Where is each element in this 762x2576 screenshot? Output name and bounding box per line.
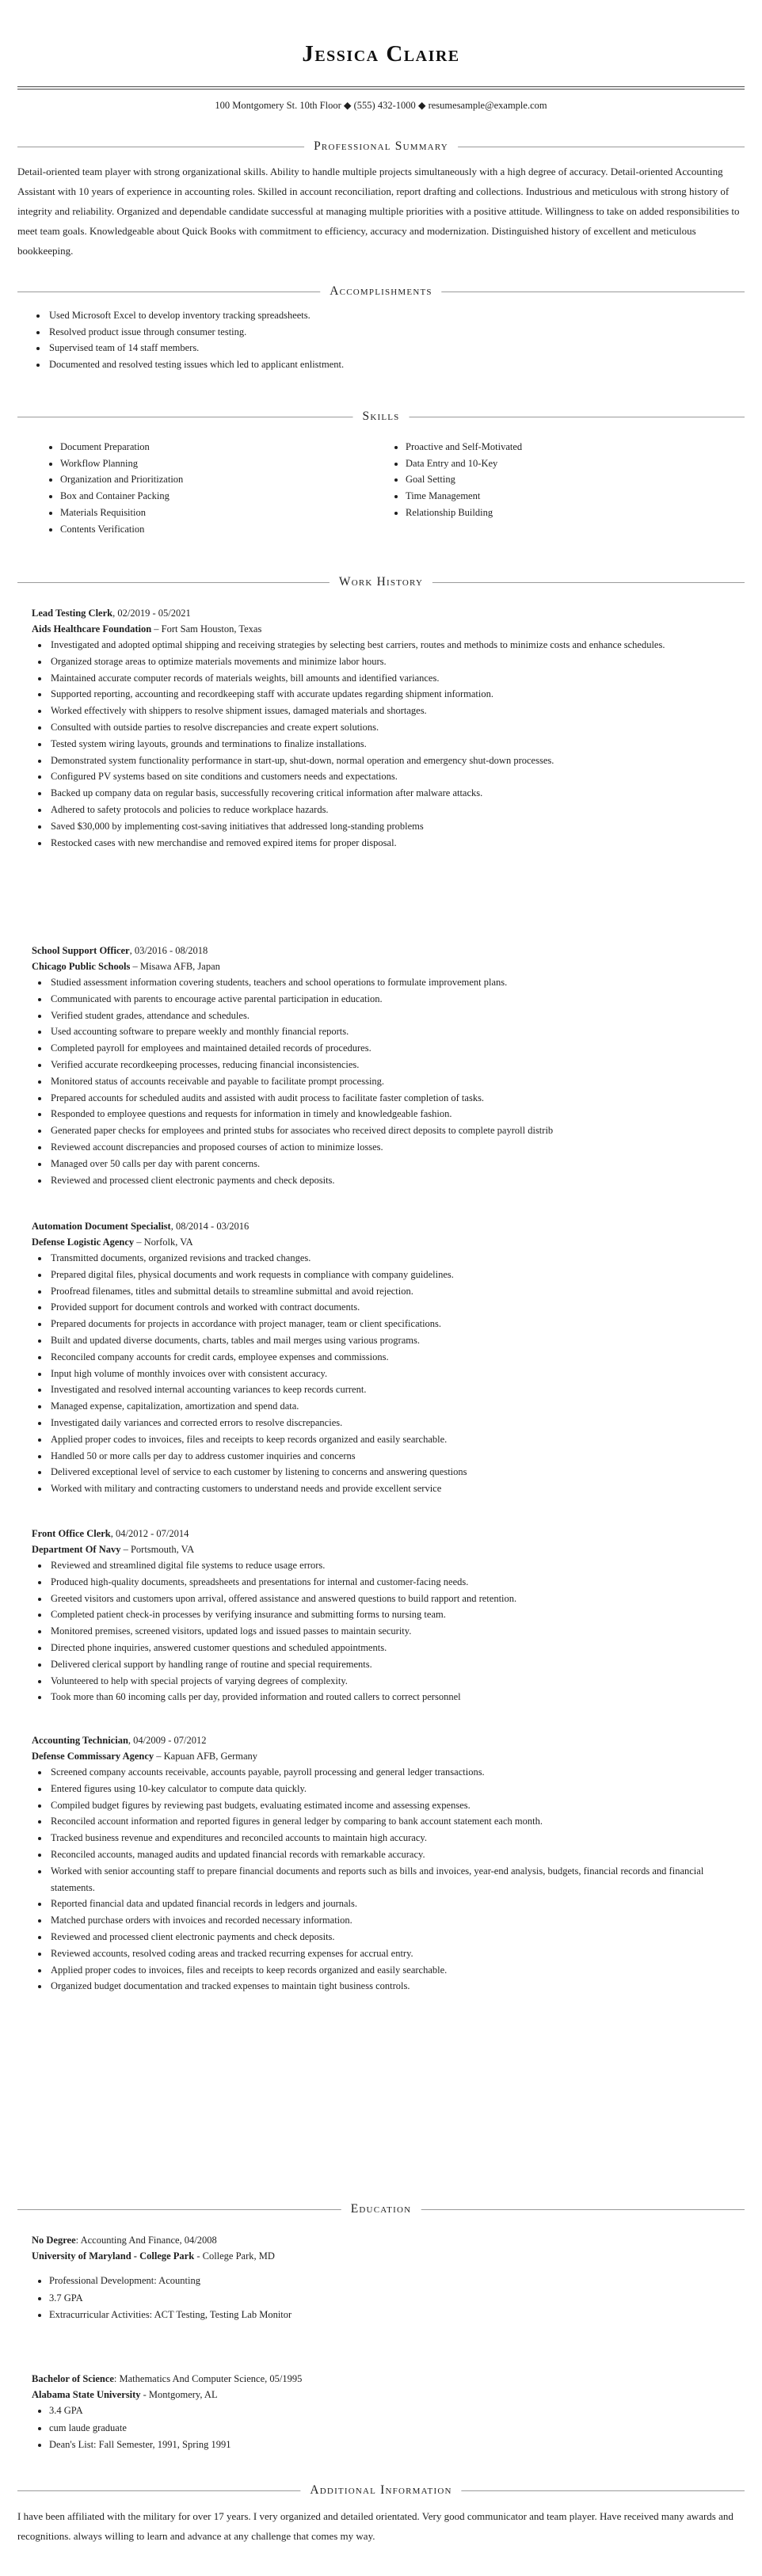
accomplishments-list bbox=[32, 307, 745, 372]
summary-section-heading bbox=[17, 140, 745, 153]
summary-text: Detail-oriented team player with strong organizational skills. Ability to handle multiple projects simultaneously with a high degree of accuracy. Detail-oriented Accounting Assistant with 10 years of experience in accounting roles. Skilled in account reconciliation, report drafting and collections. Industrious and meticulous with strong history of integrity and reliability. Organized and dependable candidate successful at managing multiple priorities with a positive attitude. Willingness to take on added responsibilities to meet team goals. Knowledgeable about Quick Books with commitment to efficiency, accuracy and modernization. Distinguished history of excellent and meticulous bookkeeping. bbox=[17, 166, 740, 257]
job-location: – Portsmouth, VA bbox=[120, 1544, 195, 1555]
list-item: • Communicated with parents to encourage active parental participation in education. bbox=[49, 991, 745, 1008]
list-item: • Transmitted documents, organized revisions and tracked changes. bbox=[49, 1250, 745, 1267]
list-item: • Worked effectively with shippers to resolve shipment issues, damaged materials and shortages. bbox=[49, 703, 745, 719]
degree-field: : Accounting And Finance, 04/2008 bbox=[75, 2235, 217, 2246]
list-item: • Delivered exceptional level of service to each customer by listening to concerns and answering questions bbox=[49, 1464, 745, 1480]
list-item: • Matched purchase orders with invoices and recorded necessary information. bbox=[49, 1912, 745, 1929]
job-bullets bbox=[32, 1764, 745, 1995]
list-item: • Backed up company data on regular basis, successfully recovering critical information after malware attacks. bbox=[49, 785, 745, 802]
list-item: • Verified student grades, attendance and schedules. bbox=[49, 1008, 745, 1024]
job-employer: Chicago Public Schools bbox=[32, 961, 131, 972]
list-item: • Adhered to safety protocols and policies to reduce workplace hazards. bbox=[49, 802, 745, 818]
list-item: • Completed payroll for employees and maintained detailed records of procedures. bbox=[49, 1040, 745, 1057]
skill-item: • Time Management bbox=[406, 488, 738, 505]
list-item: • Organized budget documentation and tracked expenses to maintain tight business controls. bbox=[49, 1978, 745, 1995]
list-item: • Handled 50 or more calls per day to address customer inquiries and concerns bbox=[49, 1448, 745, 1465]
job-entry bbox=[32, 1218, 745, 1497]
job-entry bbox=[32, 1732, 745, 1995]
list-item: • Delivered clerical support by handling range of routine and special requirements. bbox=[49, 1656, 745, 1673]
list-item: • Monitored status of accounts receivable and payable to facilitate prompt processing. bbox=[49, 1073, 745, 1090]
job-location: – Fort Sam Houston, Texas bbox=[151, 623, 262, 634]
job-employer: Aids Healthcare Foundation bbox=[32, 623, 152, 634]
list-item: • Configured PV systems based on site conditions and customers needs and expectations. bbox=[49, 768, 745, 785]
skill-item: • Proactive and Self-Motivated bbox=[406, 439, 738, 455]
list-item: • 3.4 GPA bbox=[49, 2403, 745, 2420]
list-item: • Maintained accurate computer records of materials weights, bill amounts and identified variances. bbox=[49, 670, 745, 687]
work-history-title: Work History bbox=[330, 576, 432, 589]
job-title-line bbox=[32, 1218, 745, 1234]
list-item: • Reviewed and processed client electronic payments and check deposits. bbox=[49, 1172, 745, 1189]
job-dates: , 02/2019 - 05/2021 bbox=[112, 608, 191, 619]
job-title: Accounting Technician bbox=[32, 1735, 128, 1746]
degree-line bbox=[32, 2232, 745, 2248]
list-item: • 3.7 GPA bbox=[49, 2290, 745, 2307]
job-title-line bbox=[32, 1732, 745, 1748]
skill-item: • Data Entry and 10-Key bbox=[406, 455, 738, 472]
list-item: • Reconciled company accounts for credit cards, employee expenses and commissions. bbox=[49, 1349, 745, 1366]
job-title: Front Office Clerk bbox=[32, 1528, 111, 1539]
school-name: University of Maryland - College Park bbox=[32, 2250, 195, 2262]
additional-info-section-heading bbox=[17, 2484, 745, 2497]
job-employer-line bbox=[32, 621, 745, 637]
list-item: • Investigated and adopted optimal shipping and receiving strategies by selecting best carriers, routes and methods to minimize costs and enhance schedules. bbox=[49, 637, 745, 654]
list-item: • Tested system wiring layouts, grounds and terminations to finalize installations. bbox=[49, 736, 745, 753]
list-item: • Studied assessment information covering students, teachers and school operations to formulate improvement plans. bbox=[49, 974, 745, 991]
contact-info: 100 Montgomery St. 10th Floor ◆ (555) 432-1000 ◆ resumesample@example.com bbox=[215, 100, 547, 111]
job-location: – Kapuan AFB, Germany bbox=[154, 1751, 258, 1762]
education-bullets bbox=[32, 2403, 745, 2454]
list-item: • Extracurricular Activities: ACT Testing, Testing Lab Monitor bbox=[49, 2307, 745, 2324]
education-bullets bbox=[32, 2273, 745, 2324]
list-item: • Organized storage areas to optimize materials movements and minimize labor hours. bbox=[49, 654, 745, 670]
skill-item: • Materials Requisition bbox=[60, 505, 377, 521]
skill-item: • Box and Container Packing bbox=[60, 488, 377, 505]
list-item: • Reviewed accounts, resolved coding areas and tracked recurring expenses for accrual entry. bbox=[49, 1945, 745, 1962]
school-line bbox=[32, 2248, 745, 2264]
list-item: • Prepared documents for projects in accordance with project manager, team or client specifications. bbox=[49, 1316, 745, 1332]
job-dates: , 03/2016 - 08/2018 bbox=[129, 945, 208, 956]
list-item: • Reconciled accounts, managed audits and updated financial records with remarkable accuracy. bbox=[49, 1846, 745, 1863]
job-employer: Department Of Navy bbox=[32, 1544, 121, 1555]
list-item: • Consulted with outside parties to resolve discrepancies and create expert solutions. bbox=[49, 719, 745, 736]
list-item: • Generated paper checks for employees and printed stubs for associates who received direct deposits to complete payroll distrib bbox=[49, 1122, 745, 1139]
list-item: • Documented and resolved testing issues which led to applicant enlistment. bbox=[48, 356, 745, 373]
list-item: • Supported reporting, accounting and recordkeeping staff with accurate updates regarding shipment information. bbox=[49, 686, 745, 703]
job-bullets bbox=[32, 1557, 745, 1705]
list-item: • Managed expense, capitalization, amortization and spend data. bbox=[49, 1398, 745, 1415]
job-title-line bbox=[32, 605, 745, 621]
education-entry bbox=[32, 2232, 745, 2324]
list-item: • Directed phone inquiries, answered customer questions and scheduled appointments. bbox=[49, 1640, 745, 1656]
list-item: • Responded to employee questions and requests for information in timely and knowledgeable fashion. bbox=[49, 1106, 745, 1122]
job-employer: Defense Commissary Agency bbox=[32, 1751, 154, 1762]
list-item: • Used accounting software to prepare weekly and monthly financial reports. bbox=[49, 1023, 745, 1040]
education-entry bbox=[32, 2371, 745, 2454]
list-item: • Greeted visitors and customers upon arrival, offered assistance and answered questions to build rapport and retention. bbox=[49, 1591, 745, 1607]
job-bullets bbox=[32, 1250, 745, 1497]
list-item: • Dean's List: Fall Semester, 1991, Spring 1991 bbox=[49, 2437, 745, 2454]
list-item: • Verified accurate recordkeeping processes, reducing financial inconsistencies. bbox=[49, 1057, 745, 1073]
list-item: • Reviewed and processed client electronic payments and check deposits. bbox=[49, 1929, 745, 1945]
list-item: • Tracked business revenue and expenditures and reconciled accounts to maintain high accuracy. bbox=[49, 1830, 745, 1846]
school-name: Alabama State University bbox=[32, 2389, 141, 2400]
degree-line bbox=[32, 2371, 745, 2387]
job-bullets bbox=[32, 974, 745, 1188]
job-employer-line bbox=[32, 1541, 745, 1557]
list-item: • Took more than 60 incoming calls per day, provided information and routed callers to correct personnel bbox=[49, 1689, 745, 1705]
skill-item: • Contents Verification bbox=[60, 521, 377, 538]
list-item: • Investigated daily variances and corrected errors to resolve discrepancies. bbox=[49, 1415, 745, 1431]
candidate-name: Jessica Claire bbox=[302, 41, 460, 67]
list-item: • Applied proper codes to invoices, files and receipts to keep records organized and easily searchable. bbox=[49, 1431, 745, 1448]
job-entry bbox=[32, 943, 745, 1188]
job-employer: Defense Logistic Agency bbox=[32, 1237, 135, 1248]
list-item: • Produced high-quality documents, spreadsheets and presentations for internal and customer-facing needs. bbox=[49, 1574, 745, 1591]
additional-info-title: Additional Information bbox=[300, 2484, 461, 2497]
list-item: • Input high volume of monthly invoices over with consistent accuracy. bbox=[49, 1366, 745, 1382]
list-item: • cum laude graduate bbox=[49, 2420, 745, 2437]
list-item: • Applied proper codes to invoices, files and receipts to keep records organized and easily searchable. bbox=[49, 1962, 745, 1979]
summary-title: Professional Summary bbox=[304, 140, 458, 153]
list-item: • Screened company accounts receivable, accounts payable, payroll processing and general ledger transactions. bbox=[49, 1764, 745, 1781]
list-item: • Built and updated diverse documents, charts, tables and mail merges using various programs. bbox=[49, 1332, 745, 1349]
skill-item: • Workflow Planning bbox=[60, 455, 377, 472]
accomplishments-section-heading bbox=[17, 285, 745, 298]
school-line bbox=[32, 2387, 745, 2403]
header-divider bbox=[17, 86, 745, 90]
skill-item: • Relationship Building bbox=[406, 505, 738, 521]
skill-item: • Organization and Prioritization bbox=[60, 471, 377, 488]
list-item: • Entered figures using 10-key calculator to compute data quickly. bbox=[49, 1781, 745, 1797]
job-entry bbox=[32, 1526, 745, 1705]
list-item: • Investigated and resolved internal accounting variances to keep records current. bbox=[49, 1381, 745, 1398]
job-title: Automation Document Specialist bbox=[32, 1221, 171, 1232]
skill-item: • Document Preparation bbox=[60, 439, 377, 455]
list-item: • Reviewed account discrepancies and proposed courses of action to minimize losses. bbox=[49, 1139, 745, 1156]
list-item: • Professional Development: Acounting bbox=[49, 2273, 745, 2290]
job-title: Lead Testing Clerk bbox=[32, 608, 113, 619]
school-location: - College Park, MD bbox=[194, 2250, 275, 2262]
accomplishments-title: Accomplishments bbox=[320, 285, 441, 298]
list-item: • Worked with senior accounting staff to prepare financial documents and reports such as bills and invoices, year-end analysis, budgets, financial records and financial statements. bbox=[49, 1863, 745, 1896]
job-dates: , 04/2012 - 07/2014 bbox=[110, 1528, 189, 1539]
list-item: • Resolved product issue through consumer testing. bbox=[48, 324, 745, 341]
list-item: • Completed patient check-in processes by verifying insurance and submitting forms to nursing team. bbox=[49, 1606, 745, 1623]
degree-field: : Mathematics And Computer Science, 05/1995 bbox=[113, 2373, 303, 2384]
list-item: • Proofread filenames, titles and submittal details to streamline submittal and avoid rejection. bbox=[49, 1283, 745, 1300]
list-item: • Reported financial data and updated financial records in ledgers and journals. bbox=[49, 1896, 745, 1912]
work-history-section-heading bbox=[17, 576, 745, 589]
job-dates: , 04/2009 - 07/2012 bbox=[128, 1735, 207, 1746]
additional-info-text: I have been affiliated with the military for over 17 years. I very organized and detailed orientated. Very good communicator and team player. Have received many awards and recognitions. always willing to learn and advance at any challenge that comes my way. bbox=[17, 2510, 733, 2542]
skills-title: Skills bbox=[353, 410, 410, 423]
skills-list-left bbox=[44, 439, 377, 537]
school-location: - Montgomery, AL bbox=[140, 2389, 218, 2400]
job-title-line bbox=[32, 943, 745, 958]
list-item: • Supervised team of 14 staff members. bbox=[48, 340, 745, 356]
list-item: • Used Microsoft Excel to develop inventory tracking spreadsheets. bbox=[48, 307, 745, 324]
education-section-heading bbox=[17, 2203, 745, 2216]
education-title: Education bbox=[341, 2203, 421, 2216]
list-item: • Worked with military and contracting customers to understand needs and provide excellent service bbox=[49, 1480, 745, 1497]
list-item: • Restocked cases with new merchandise and removed expired items for proper disposal. bbox=[49, 835, 745, 852]
list-item: • Demonstrated system functionality performance in start-up, shut-down, normal operation and emergency shut-down processes. bbox=[49, 753, 745, 769]
list-item: • Reviewed and streamlined digital file systems to reduce usage errors. bbox=[49, 1557, 745, 1574]
job-bullets bbox=[32, 637, 745, 851]
skills-list-right bbox=[390, 439, 738, 521]
list-item: • Monitored premises, screened visitors, updated logs and issued passes to maintain security. bbox=[49, 1623, 745, 1640]
list-item: • Provided support for document controls and worked with contract documents. bbox=[49, 1299, 745, 1316]
skill-item: • Goal Setting bbox=[406, 471, 738, 488]
job-employer-line bbox=[32, 958, 745, 974]
job-employer-line bbox=[32, 1748, 745, 1764]
job-location: – Misawa AFB, Japan bbox=[130, 961, 220, 972]
list-item: • Volunteered to help with special projects of varying degrees of complexity. bbox=[49, 1673, 745, 1690]
list-item: • Compiled budget figures by reviewing past budgets, evaluating estimated income and assessing expenses. bbox=[49, 1797, 745, 1814]
list-item: • Reconciled account information and reported figures in general ledger by comparing to bank account statement each month. bbox=[49, 1813, 745, 1830]
degree-name: No Degree bbox=[32, 2235, 76, 2246]
skills-section-heading bbox=[17, 410, 745, 423]
job-dates: , 08/2014 - 03/2016 bbox=[170, 1221, 250, 1232]
job-location: – Norfolk, VA bbox=[134, 1237, 193, 1248]
job-entry bbox=[32, 605, 745, 851]
degree-name: Bachelor of Science bbox=[32, 2373, 114, 2384]
job-title-line bbox=[32, 1526, 745, 1541]
list-item: • Prepared digital files, physical documents and work requests in compliance with company guidelines. bbox=[49, 1267, 745, 1283]
list-item: • Saved $30,000 by implementing cost-saving initiatives that addressed long-standing problems bbox=[49, 818, 745, 835]
job-title: School Support Officer bbox=[32, 945, 130, 956]
list-item: • Prepared accounts for scheduled audits and assisted with audit process to facilitate faster completion of tasks. bbox=[49, 1090, 745, 1107]
job-employer-line bbox=[32, 1234, 745, 1250]
list-item: • Managed over 50 calls per day with parent concerns. bbox=[49, 1156, 745, 1172]
